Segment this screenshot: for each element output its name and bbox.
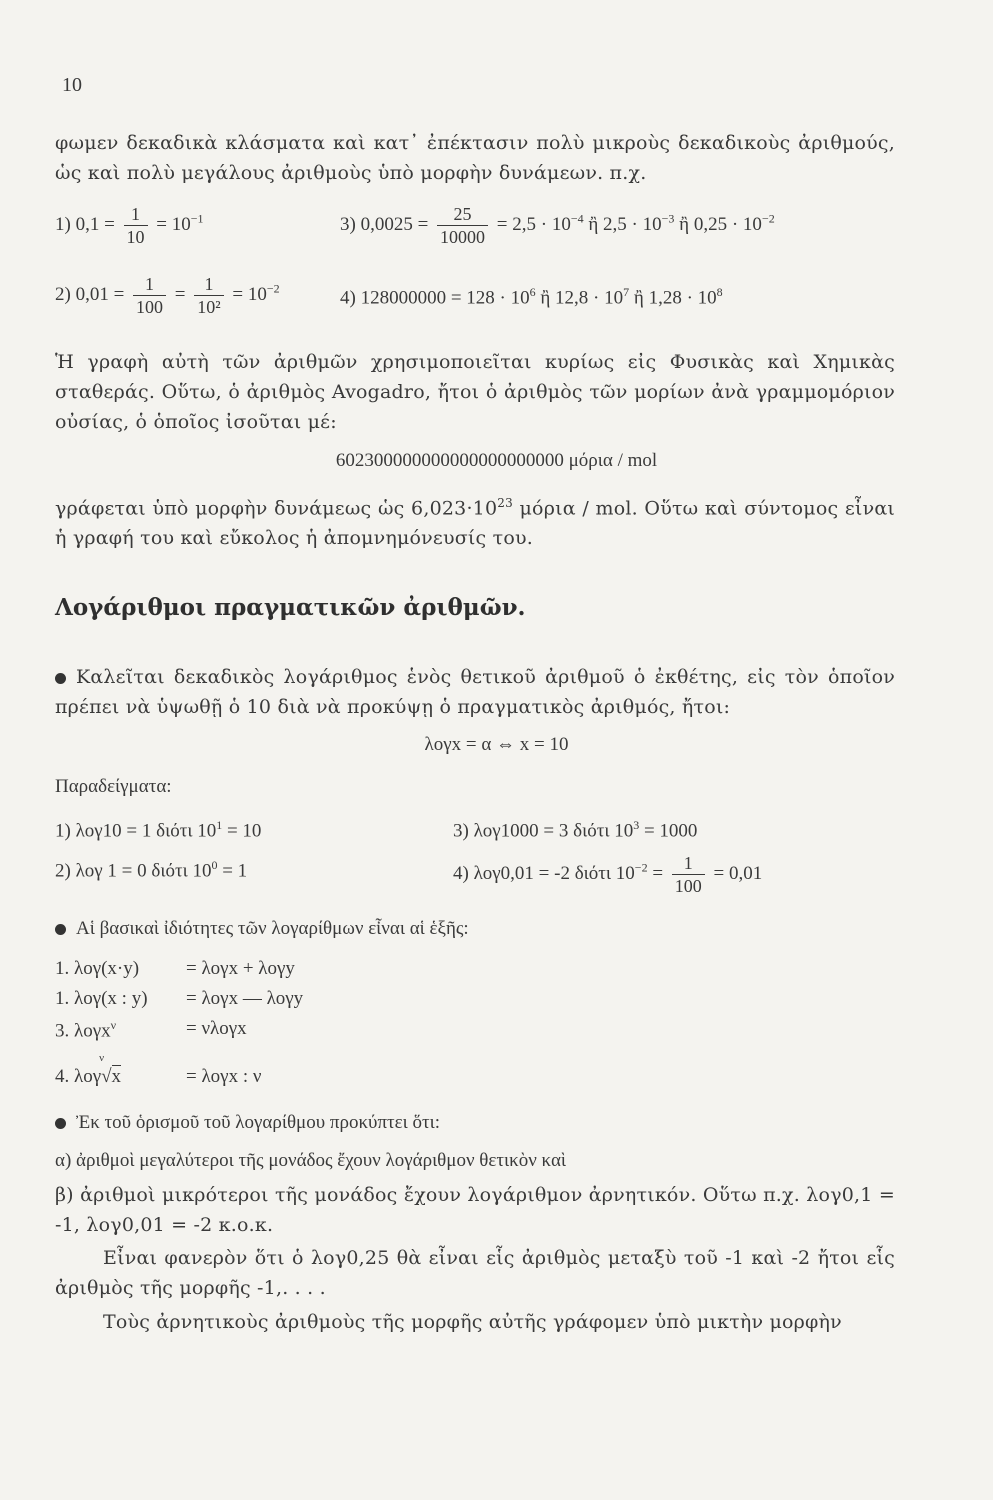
fraction <box>437 203 488 248</box>
intro-paragraph: φωμεν δεκαδικὰ κλάσματα καὶ κατ᾽ ἐπέκτασιν πολὺ μικροὺς δεκαδικοὺς ἀριθμούς, ὡς καὶ πολὺ μεγάλους ἀριθμοὺς ὑπὸ μορφὴν δυνάμεων. π.χ. <box>55 132 895 184</box>
property-1 <box>55 958 295 980</box>
example-3-rhs: = 2,5 · 10 <box>496 213 571 235</box>
equals: = <box>174 283 186 305</box>
example-2-rhs: = 10 <box>232 283 267 305</box>
written-text-b: μόρια / mol. Οὕτω καὶ σύντομος εἶναι ἡ γραφή του καὶ εὔκολος ἡ ἀπομνημόνευσίς του. <box>55 497 895 550</box>
avogadro-value: 602300000000000000000000 μόρια / mol <box>335 450 658 471</box>
property-4 <box>55 1052 262 1088</box>
paragraph-last: Τοὺς ἀρνητικοὺς ἀριθμοὺς τῆς μορφῆς αὐτῆς γράφομεν ὑπὸ μικτὴν μορφὴν <box>103 1311 842 1333</box>
example-4-alt2: ἢ 1,28 · 10 <box>629 287 717 309</box>
denominator: 100 <box>674 876 702 896</box>
example-3 <box>340 203 775 248</box>
numerator: 1 <box>124 203 148 226</box>
exponent: 8 <box>716 285 723 299</box>
denominator: 10 <box>126 227 145 247</box>
consequence-b: β) ἀριθμοὶ μικρότεροι τῆς μονάδος ἔχουν λογάριθμον ἀρνητικόν. Οὕτω π.χ. λογ0,1 = -1, λογ0,01 = -2 κ.ο.κ. <box>55 1184 895 1236</box>
exponent: 3 <box>633 818 640 832</box>
example-3-alt1: ἢ 2,5 · 10 <box>583 213 662 235</box>
avogadro-paragraph: Ἡ γραφὴ αὐτὴ τῶν ἀριθμῶν χρησιμοποιεῖται κυρίως εἰς Φυσικὰς καὶ Χημικὰς σταθεράς. Οὕτω, ὁ ἀριθμὸς Avogadro, ἤτοι ὁ ἀριθμὸς τῶν μορίων ἀνὰ γραμμομόριον οὐσίας, ὁ ὁποῖος ἰσοῦται μέ: <box>55 351 895 433</box>
log-example-3-text: 3) λογ1000 = 3 διότι 10 <box>453 820 634 842</box>
example-1-rhs: = 10 <box>156 213 191 235</box>
numerator: 25 <box>437 203 488 226</box>
exponent: 7 <box>623 285 630 299</box>
log-example-4-eq: = <box>647 862 664 884</box>
exponent: 6 <box>529 285 536 299</box>
example-4-alt1: ἢ 12,8 · 10 <box>535 287 624 309</box>
exponent: 1 <box>216 818 223 832</box>
fraction <box>672 852 705 897</box>
example-3-alt2: ἢ 0,25 · 10 <box>674 213 762 235</box>
property-lhs: λογ(x : y) <box>74 988 148 1009</box>
properties-intro-text: Αἱ βασικαὶ ἰδιότητες τῶν λογαρίθμων εἶναι αἱ ἑξῆς: <box>76 918 469 939</box>
property-number: 4. <box>55 1066 70 1087</box>
example-4-lhs: 4) 128000000 = 128 · 10 <box>340 287 530 309</box>
property-number: 1. <box>55 988 70 1009</box>
property-rhs: = λογx — λογy <box>186 988 304 1009</box>
numerator: 1 <box>194 273 223 296</box>
example-2-lhs: 2) 0,01 = <box>55 283 125 305</box>
exponent: −3 <box>661 211 675 226</box>
fraction <box>133 273 166 318</box>
root-index: ν <box>99 1052 105 1064</box>
examples-label: Παραδείγματα: <box>55 776 172 797</box>
property-lhs: λογ(x·y) <box>74 958 140 979</box>
property-rhs: = νλογx <box>186 1018 247 1039</box>
property-rhs: = λογx : ν <box>186 1066 262 1087</box>
property-3 <box>55 1018 247 1042</box>
log-example-3-result: = 1000 <box>639 820 698 842</box>
exponent: ν <box>110 1018 117 1032</box>
denominator: 100 <box>136 297 164 317</box>
property-number: 1. <box>55 958 70 979</box>
properties-intro <box>55 918 469 940</box>
property-number: 3. <box>55 1020 70 1042</box>
definition-paragraph <box>55 662 895 722</box>
definition-text: Καλεῖται δεκαδικὸς λογάριθμος ἑνὸς θετικοῦ ἀριθμοῦ ὁ ἐκθέτης, εἰς τὸν ὁποῖον πρέπει νὰ ὑψωθῇ ὁ 10 διὰ νὰ προκύψῃ ὁ πραγματικὸς ἀριθμός, ἤτοι: <box>55 666 895 718</box>
radical: ν √x <box>99 1052 122 1087</box>
radicand: x <box>111 1066 122 1087</box>
log-example-1 <box>55 818 261 842</box>
consequence-intro <box>55 1112 440 1134</box>
exponent: −2 <box>266 281 280 296</box>
page-number: 10 <box>62 74 82 96</box>
consequence-a: α) ἀριθμοὶ μεγαλύτεροι τῆς μονάδος ἔχουν λογάριθμον θετικὸν καὶ <box>55 1150 567 1171</box>
property-lhs: λογ <box>74 1066 102 1087</box>
log-example-1-text: 1) λογ10 = 1 διότι 10 <box>55 820 217 842</box>
exponent: 23 <box>497 496 513 510</box>
example-3-lhs: 3) 0,0025 = <box>340 213 429 235</box>
numerator: 1 <box>133 273 166 296</box>
denominator: 10² <box>197 297 221 317</box>
exponent: 0 <box>211 858 218 872</box>
exponent: −2 <box>761 211 775 226</box>
log-example-4-result: = 0,01 <box>713 862 763 884</box>
denominator: 10000 <box>440 227 486 247</box>
example-1-lhs: 1) 0,1 = <box>55 213 115 235</box>
written-paragraph <box>55 488 895 553</box>
log-example-4 <box>453 852 762 897</box>
bullet-icon <box>55 924 66 935</box>
numerator: 1 <box>672 852 705 875</box>
property-lhs: λογx <box>74 1020 111 1042</box>
exponent: −1 <box>190 211 204 226</box>
written-text-a: γράφεται ὑπὸ μορφὴν δυνάμεως ὡς 6,023·10 <box>55 497 498 520</box>
definition-formula: λογx = α ⇔ x = 10 <box>424 734 569 755</box>
property-rhs: = λογx + λογy <box>186 958 295 979</box>
log-example-3 <box>453 818 697 842</box>
example-2 <box>55 273 280 318</box>
section-heading: Λογάριθμοι πραγματικῶν ἀριθμῶν. <box>55 594 526 621</box>
paragraph-025: Εἶναι φανερὸν ὅτι ὁ λογ0,25 θὰ εἶναι εἷς ἀριθμὸς μεταξὺ τοῦ -1 καὶ -2 ἤτοι εἷς ἀριθμὸς τῆς μορφῆς -1,. . . . <box>55 1247 895 1299</box>
example-4 <box>340 285 723 309</box>
exponent: −4 <box>570 211 584 226</box>
log-example-2 <box>55 858 247 882</box>
property-2 <box>55 988 304 1010</box>
log-example-2-text: 2) λογ 1 = 0 διότι 10 <box>55 860 212 882</box>
log-example-2-result: = 1 <box>217 860 248 882</box>
bullet-icon <box>55 673 66 684</box>
fraction <box>124 203 148 248</box>
consequence-intro-text: Ἐκ τοῦ ὁρισμοῦ τοῦ λογαρίθμου προκύπτει ὅτι: <box>76 1112 441 1133</box>
log-example-4-text: 4) λογ0,01 = -2 διότι 10 <box>453 862 635 884</box>
exponent: −2 <box>634 860 648 875</box>
log-example-1-result: = 10 <box>222 820 262 842</box>
example-1 <box>55 203 204 248</box>
bullet-icon <box>55 1118 66 1129</box>
fraction <box>194 273 223 318</box>
